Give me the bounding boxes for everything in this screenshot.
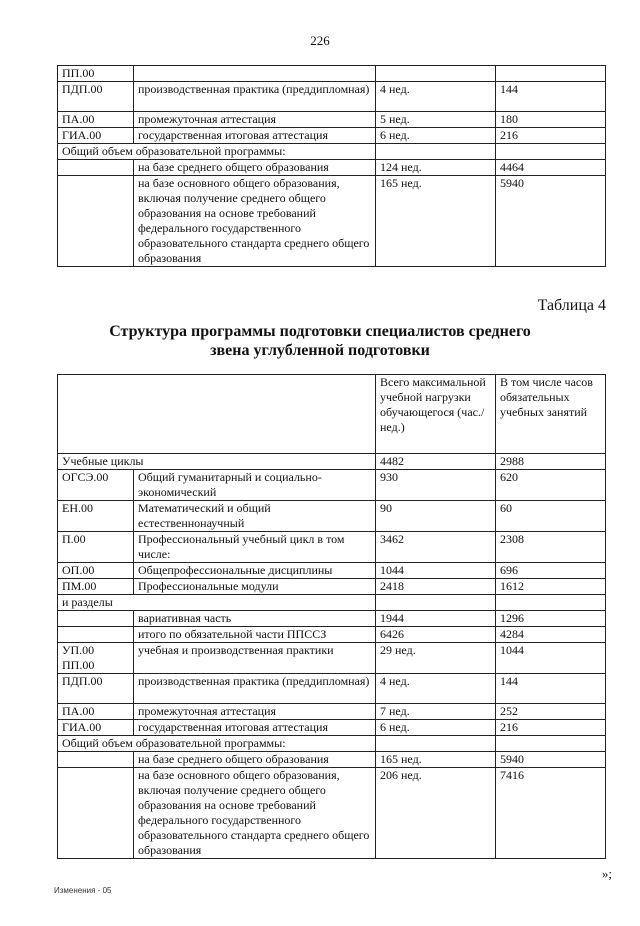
hours-cell: 5940 [496,176,606,267]
weeks-cell: 5 нед. [376,112,496,128]
max-cell: 1044 [376,563,496,579]
weeks-cell [376,66,496,82]
code-cell: ОГСЭ.00 [58,470,134,501]
table-row [58,82,606,112]
name-cell: промежуточная аттестация [134,112,376,128]
req-cell: 696 [496,563,606,579]
empty-cell [376,595,496,611]
table-row [58,579,606,595]
code-cell: ЕН.00 [58,501,134,532]
max-cell: 90 [376,501,496,532]
req-cell: 252 [496,704,606,720]
table-row [58,720,606,736]
table-row [58,704,606,720]
table-header-row [58,375,606,454]
name-cell: государственная итоговая аттестация [134,720,376,736]
req-cell: 620 [496,470,606,501]
code-cell: ПДП.00 [58,82,134,112]
table-row [58,595,606,611]
req-cell: 4284 [496,627,606,643]
req-cell: 5940 [496,752,606,768]
closing-quote: »; [601,866,612,881]
weeks-cell: 6 нед. [376,128,496,144]
table-row [58,176,606,267]
code-cell: ГИА.00 [58,720,134,736]
table-row [58,768,606,859]
name-cell: итого по обязательной части ППССЗ [134,627,376,643]
sections-label-cell: и разделы [58,595,376,611]
empty-cell [58,768,134,859]
empty-cell [58,176,134,267]
req-cell: 1044 [496,643,606,674]
empty-cell [58,752,134,768]
empty-cell [58,627,134,643]
max-cell: 165 нед. [376,752,496,768]
max-cell: 930 [376,470,496,501]
max-cell: 4 нед. [376,674,496,704]
table-row [58,454,606,470]
req-cell: 1612 [496,579,606,595]
code-cell: П.00 [58,532,134,563]
empty-cell [58,160,134,176]
name-cell: учебная и производственная практики [134,643,376,674]
table-label: Таблица 4 [537,297,606,314]
code-cell: ОП.00 [58,563,134,579]
header-empty-cell [58,375,376,454]
req-cell: 1296 [496,611,606,627]
header-required-hours: В том числе часов обязательных учебных занятий [496,375,606,454]
name-cell: Общий гуманитарный и социально-экономический [134,470,376,501]
hours-cell [496,66,606,82]
max-cell: 7 нед. [376,704,496,720]
table-row [58,144,606,160]
code-cell: ПА.00 [58,704,134,720]
req-cell: 2988 [496,454,606,470]
code-cell: ПДП.00 [58,674,134,704]
req-cell: 216 [496,720,606,736]
table-row [58,627,606,643]
name-cell: промежуточная аттестация [134,704,376,720]
code-cell: ПА.00 [58,112,134,128]
table-row [58,66,606,82]
name-cell: Профессиональный учебный цикл в том числе: [134,532,376,563]
name-cell: на базе основного общего образования, включая получение среднего общего образования на основе требований федерального государственного образовательного стандарта среднего общего образования [134,176,376,267]
table-title [0,322,640,360]
name-cell [134,66,376,82]
code-cell: ПП.00 [58,66,134,82]
code-cell: ГИА.00 [58,128,134,144]
weeks-cell: 165 нед. [376,176,496,267]
table-row [58,112,606,128]
table-row [58,563,606,579]
empty-cell [58,611,134,627]
header-max-load: Всего максимальной учебной нагрузки обучающегося (час./нед.) [376,375,496,454]
table-continuation [57,65,606,267]
name-cell: Общепрофессиональные дисциплины [134,563,376,579]
max-cell: 2418 [376,579,496,595]
table-row [58,643,606,674]
name-cell: производственная практика (преддипломная) [134,82,376,112]
table-row [58,674,606,704]
hours-cell: 144 [496,82,606,112]
table-row [58,160,606,176]
table-row [58,501,606,532]
name-cell: Математический и общий естественнонаучный [134,501,376,532]
name-cell: производственная практика (преддипломная) [134,674,376,704]
name-cell: на базе среднего общего образования [134,160,376,176]
req-cell: 60 [496,501,606,532]
total-label-cell: Общий объем образовательной программы: [58,736,376,752]
name-cell: на базе среднего общего образования [134,752,376,768]
max-cell: 29 нед. [376,643,496,674]
weeks-cell: 4 нед. [376,82,496,112]
req-cell: 144 [496,674,606,704]
max-cell: 3462 [376,532,496,563]
max-cell: 1944 [376,611,496,627]
table-row [58,128,606,144]
table-row [58,532,606,563]
cycles-label-cell: Учебные циклы [58,454,376,470]
table-title-text: Структура программы подготовки специалистов среднего звена углубленной подготовки [109,323,531,359]
page-number: 226 [310,33,330,48]
table-row [58,736,606,752]
empty-cell [496,144,606,160]
program-structure-table [57,374,606,859]
max-cell: 206 нед. [376,768,496,859]
empty-cell [376,144,496,160]
table-row [58,611,606,627]
code-cell: ПМ.00 [58,579,134,595]
empty-cell [496,595,606,611]
code-cell: УП.00 ПП.00 [58,643,134,674]
max-cell: 6426 [376,627,496,643]
empty-cell [376,736,496,752]
name-cell: Профессиональные модули [134,579,376,595]
name-cell: на базе основного общего образования, включая получение среднего общего образования на основе требований федерального государственного образовательного стандарта среднего общего образования [134,768,376,859]
max-cell: 4482 [376,454,496,470]
hours-cell: 180 [496,112,606,128]
empty-cell [496,736,606,752]
req-cell: 2308 [496,532,606,563]
total-label-cell: Общий объем образовательной программы: [58,144,376,160]
hours-cell: 4464 [496,160,606,176]
hours-cell: 216 [496,128,606,144]
name-cell: вариативная часть [134,611,376,627]
req-cell: 7416 [496,768,606,859]
weeks-cell: 124 нед. [376,160,496,176]
max-cell: 6 нед. [376,720,496,736]
name-cell: государственная итоговая аттестация [134,128,376,144]
table-row [58,470,606,501]
table-row [58,752,606,768]
footer-note: Изменения - 05 [54,886,112,895]
